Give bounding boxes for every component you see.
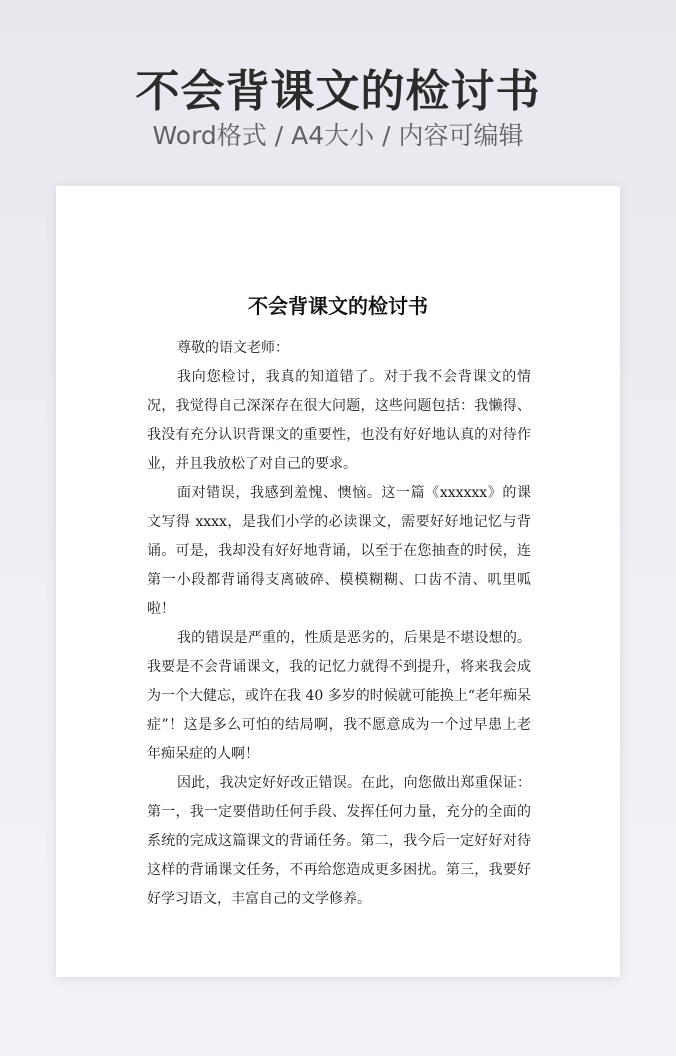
document-title: 不会背课文的检讨书 bbox=[248, 294, 428, 318]
hero-subtitle: Word格式 / A4大小 / 内容可编辑 bbox=[152, 121, 524, 150]
paragraph-4: 因此，我决定好好改正错误。在此，向您做出郑重保证：第一，我一定要借助任何手段、发挥任何力量，充分的全面的系统的完成这篇课文的背诵任务。第二，我今后一定好好对待这样的背诵课文任务，不再给您造成更多困扰。第三，我要好好学习语文，丰富自己的文学修养。 bbox=[147, 775, 531, 907]
hero-title: 不会背课文的检讨书 bbox=[135, 66, 541, 117]
promo-header bbox=[0, 0, 676, 180]
document-page bbox=[56, 186, 620, 977]
salutation: 尊敬的语文老师： bbox=[177, 340, 289, 356]
paragraph-3: 我的错误是严重的，性质是恶劣的，后果是不堪设想的。我要是不会背诵课文，我的记忆力就得不到提升，将来我会成为一个大健忘，或许在我 40 多岁的时候就可能换上“老年痴呆症”！这是多么可怕的结局啊，我不愿意成为一个过早患上老年痴呆症的人啊！ bbox=[147, 630, 531, 762]
document-body bbox=[147, 334, 531, 914]
paragraph-1: 我向您检讨，我真的知道错了。对于我不会背课文的情况，我觉得自己深深存在很大问题，这些问题包括：我懒得、我没有充分认识背课文的重要性，也没有好好地认真的对待作业，并且我放松了对自己的要求。 bbox=[147, 369, 531, 472]
paragraph-2: 面对错误，我感到羞愧、懊恼。这一篇《xxxxxx》的课文写得 xxxx，是我们小学的必读课文，需要好好地记忆与背诵。可是，我却没有好好地背诵，以至于在您抽查的时侯，连第一小段都背诵得支离破碎、模模糊糊、口齿不清、叽里呱啦！ bbox=[147, 485, 531, 617]
